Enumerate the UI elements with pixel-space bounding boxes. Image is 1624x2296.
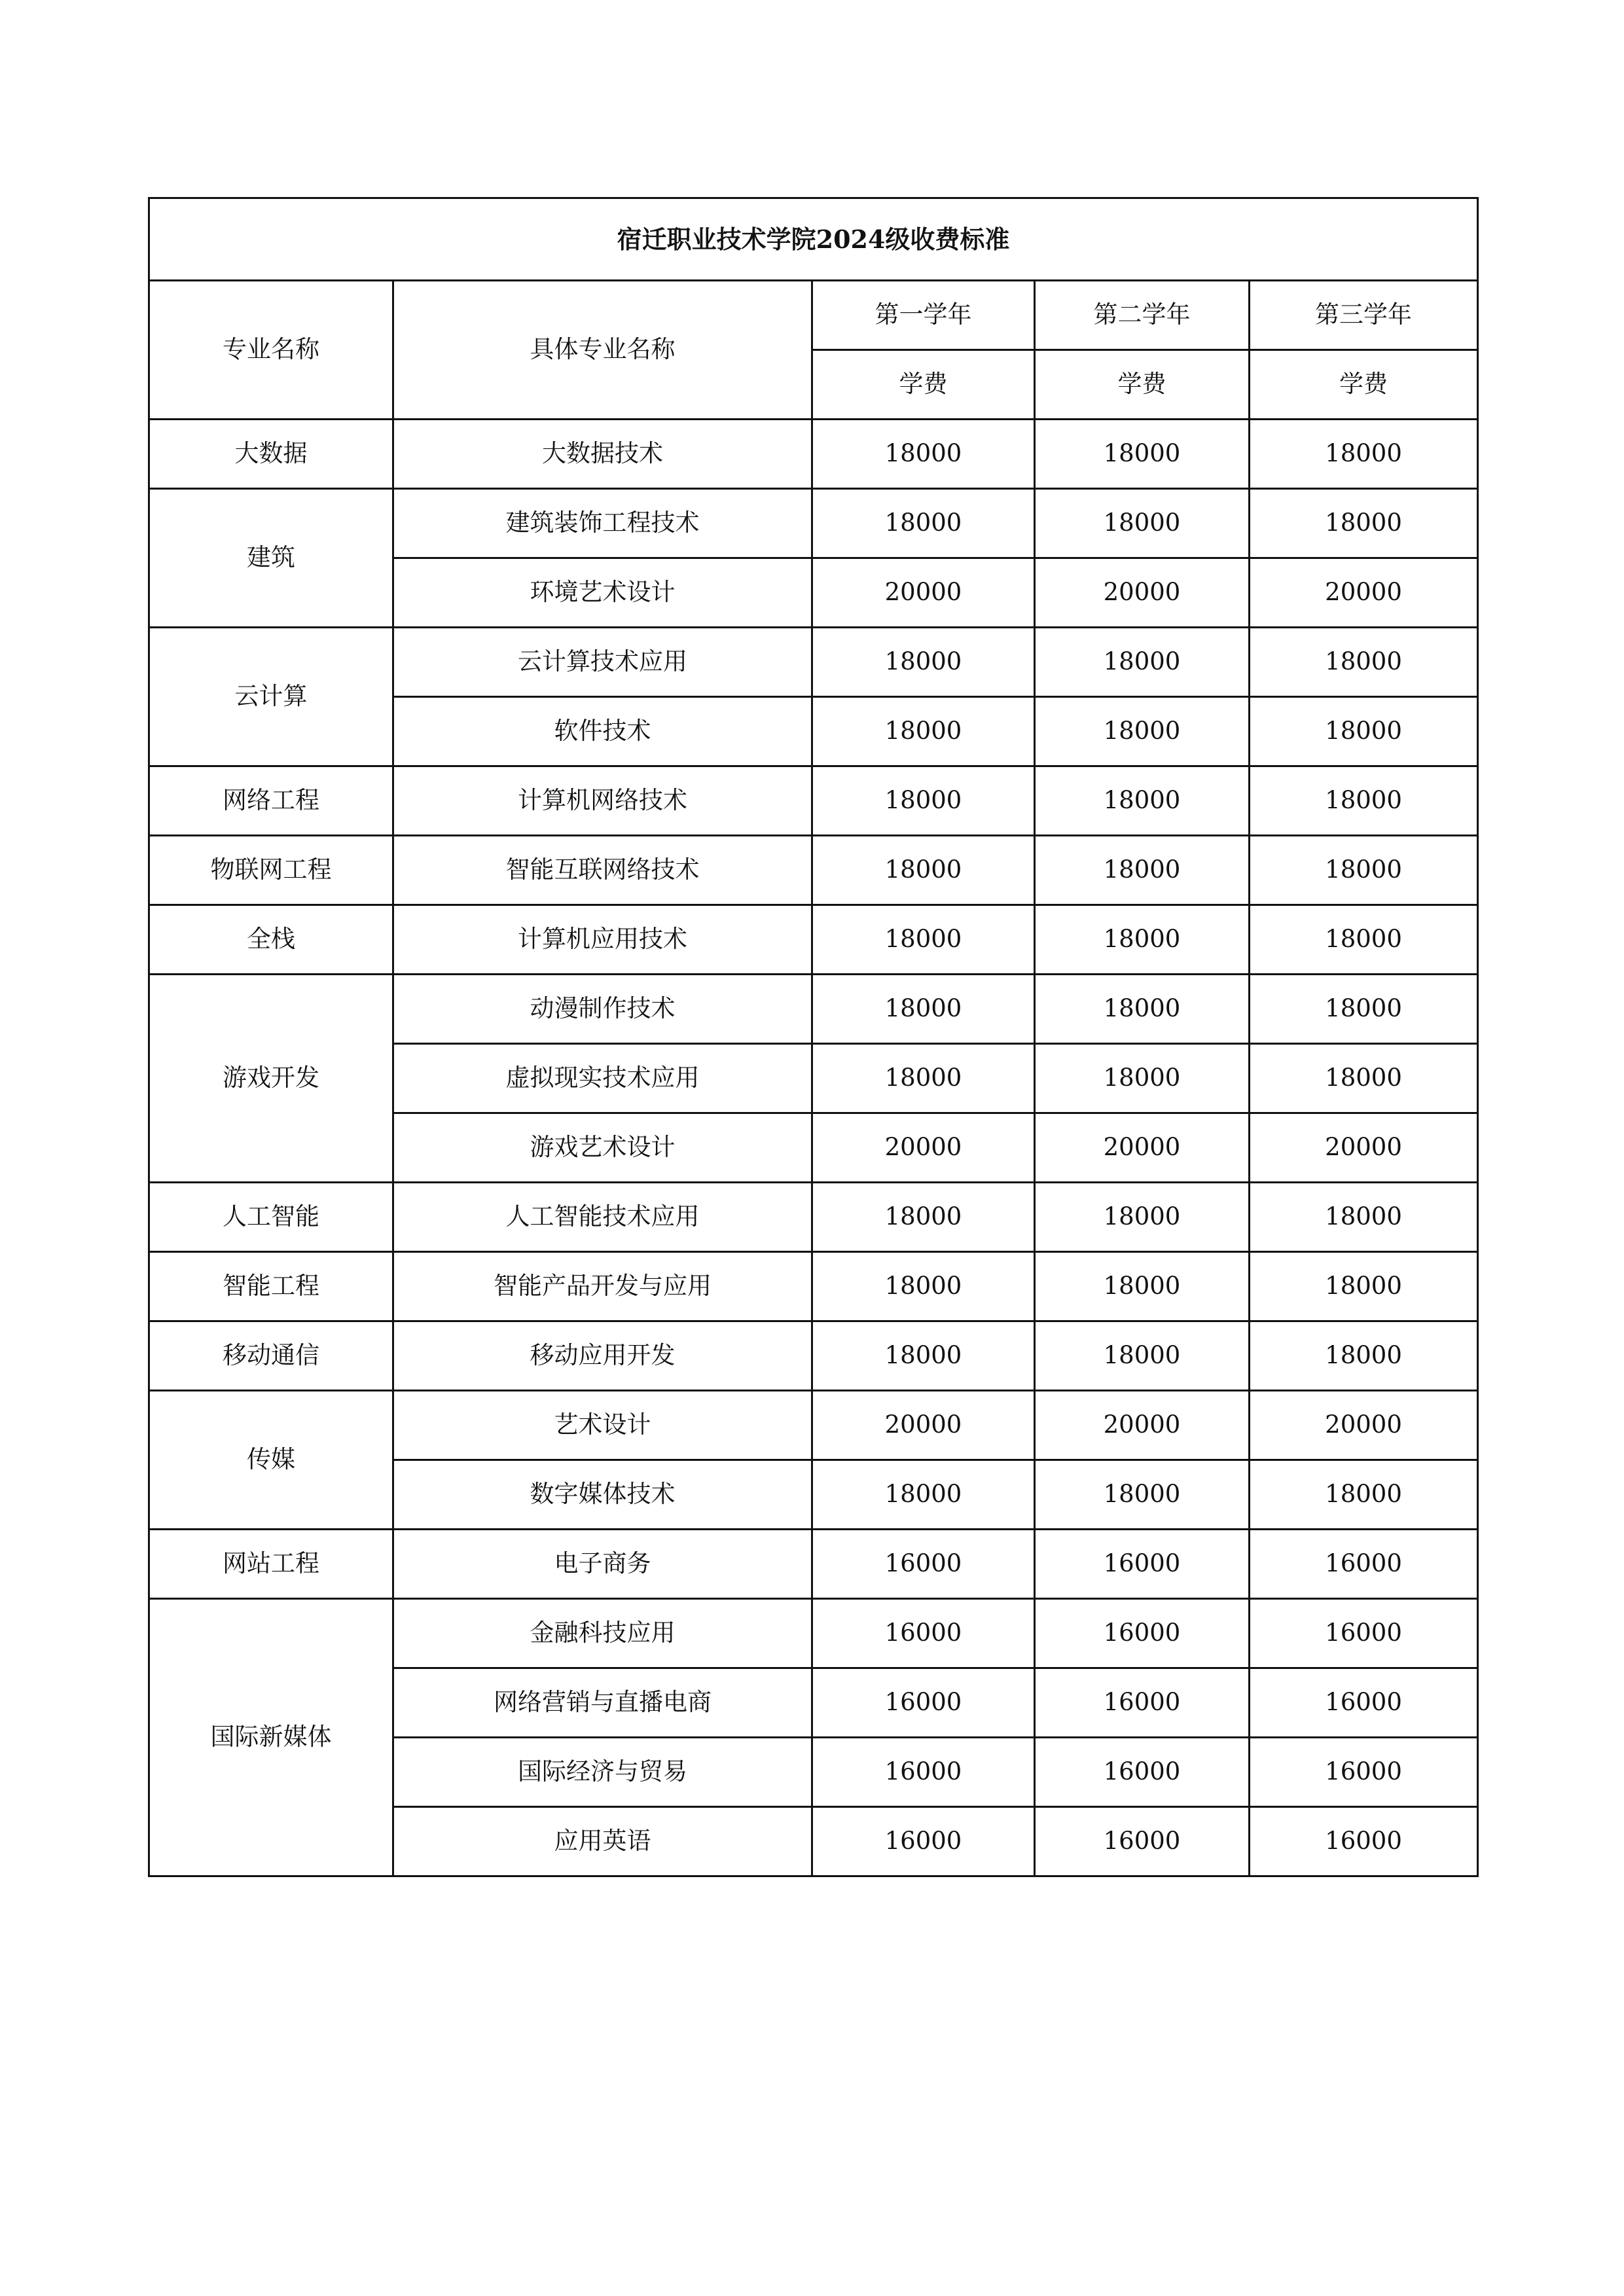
fee-cell-year-2: 18000 <box>1035 1460 1250 1530</box>
fee-cell-year-2: 16000 <box>1035 1807 1250 1876</box>
table-row <box>149 1183 1478 1252</box>
fee-cell-year-2: 16000 <box>1035 1599 1250 1668</box>
specific-major-cell: 金融科技应用 <box>393 1599 812 1668</box>
fee-cell-year-1: 18000 <box>812 628 1035 697</box>
fee-cell-year-2: 16000 <box>1035 1738 1250 1807</box>
major-cell: 移动通信 <box>149 1321 393 1391</box>
fee-cell-year-3: 18000 <box>1250 1044 1478 1113</box>
fee-cell-year-2: 20000 <box>1035 1391 1250 1460</box>
header-row-years <box>149 281 1478 350</box>
header-year-2: 第二学年 <box>1035 281 1250 350</box>
specific-major-cell: 艺术设计 <box>393 1391 812 1460</box>
fee-cell-year-1: 16000 <box>812 1668 1035 1738</box>
fee-cell-year-2: 18000 <box>1035 1321 1250 1391</box>
major-cell: 人工智能 <box>149 1183 393 1252</box>
fee-cell-year-3: 20000 <box>1250 1391 1478 1460</box>
fee-cell-year-1: 18000 <box>812 1460 1035 1530</box>
fee-cell-year-2: 18000 <box>1035 1252 1250 1321</box>
fee-cell-year-1: 20000 <box>812 1113 1035 1183</box>
header-fee-year-1: 学费 <box>812 350 1035 420</box>
table-row <box>149 1530 1478 1599</box>
table-row <box>149 1321 1478 1391</box>
specific-major-cell: 动漫制作技术 <box>393 975 812 1044</box>
fee-cell-year-1: 18000 <box>812 905 1035 975</box>
specific-major-cell: 建筑装饰工程技术 <box>393 489 812 558</box>
fee-table-body <box>149 198 1478 1876</box>
fee-cell-year-3: 18000 <box>1250 489 1478 558</box>
header-major: 专业名称 <box>149 281 393 420</box>
major-cell: 传媒 <box>149 1391 393 1530</box>
major-cell: 云计算 <box>149 628 393 766</box>
table-row <box>149 766 1478 836</box>
table-row <box>149 836 1478 905</box>
fee-cell-year-3: 18000 <box>1250 628 1478 697</box>
major-cell: 网络工程 <box>149 766 393 836</box>
fee-cell-year-3: 20000 <box>1250 1113 1478 1183</box>
fee-cell-year-3: 18000 <box>1250 1321 1478 1391</box>
table-row <box>149 975 1478 1044</box>
table-row <box>149 1599 1478 1668</box>
header-fee-year-3: 学费 <box>1250 350 1478 420</box>
fee-cell-year-2: 18000 <box>1035 975 1250 1044</box>
fee-cell-year-2: 20000 <box>1035 558 1250 628</box>
fee-cell-year-3: 20000 <box>1250 558 1478 628</box>
fee-cell-year-3: 18000 <box>1250 1183 1478 1252</box>
fee-cell-year-1: 18000 <box>812 420 1035 489</box>
fee-cell-year-1: 16000 <box>812 1807 1035 1876</box>
specific-major-cell: 环境艺术设计 <box>393 558 812 628</box>
specific-major-cell: 数字媒体技术 <box>393 1460 812 1530</box>
fee-cell-year-1: 16000 <box>812 1530 1035 1599</box>
fee-cell-year-2: 16000 <box>1035 1668 1250 1738</box>
header-year-1: 第一学年 <box>812 281 1035 350</box>
table-row <box>149 628 1478 697</box>
specific-major-cell: 国际经济与贸易 <box>393 1738 812 1807</box>
specific-major-cell: 应用英语 <box>393 1807 812 1876</box>
major-cell: 大数据 <box>149 420 393 489</box>
fee-cell-year-2: 18000 <box>1035 1183 1250 1252</box>
fee-cell-year-3: 16000 <box>1250 1807 1478 1876</box>
specific-major-cell: 虚拟现实技术应用 <box>393 1044 812 1113</box>
specific-major-cell: 计算机网络技术 <box>393 766 812 836</box>
specific-major-cell: 游戏艺术设计 <box>393 1113 812 1183</box>
fee-cell-year-3: 18000 <box>1250 905 1478 975</box>
fee-cell-year-2: 18000 <box>1035 420 1250 489</box>
fee-cell-year-3: 18000 <box>1250 766 1478 836</box>
fee-cell-year-1: 18000 <box>812 1252 1035 1321</box>
table-row <box>149 489 1478 558</box>
specific-major-cell: 智能产品开发与应用 <box>393 1252 812 1321</box>
table-row <box>149 905 1478 975</box>
fee-cell-year-1: 16000 <box>812 1738 1035 1807</box>
fee-cell-year-1: 20000 <box>812 558 1035 628</box>
major-cell: 全栈 <box>149 905 393 975</box>
fee-cell-year-1: 18000 <box>812 489 1035 558</box>
fee-cell-year-2: 18000 <box>1035 1044 1250 1113</box>
major-cell: 物联网工程 <box>149 836 393 905</box>
fee-cell-year-1: 18000 <box>812 697 1035 766</box>
fee-cell-year-3: 16000 <box>1250 1738 1478 1807</box>
major-cell: 游戏开发 <box>149 975 393 1183</box>
fee-cell-year-2: 16000 <box>1035 1530 1250 1599</box>
fee-cell-year-2: 18000 <box>1035 489 1250 558</box>
fee-cell-year-2: 18000 <box>1035 628 1250 697</box>
fee-cell-year-2: 18000 <box>1035 905 1250 975</box>
specific-major-cell: 移动应用开发 <box>393 1321 812 1391</box>
title-row <box>149 198 1478 281</box>
table-row <box>149 1391 1478 1460</box>
specific-major-cell: 大数据技术 <box>393 420 812 489</box>
fee-cell-year-3: 18000 <box>1250 975 1478 1044</box>
major-cell: 网站工程 <box>149 1530 393 1599</box>
fee-cell-year-3: 18000 <box>1250 836 1478 905</box>
fee-cell-year-2: 18000 <box>1035 766 1250 836</box>
fee-standard-table <box>148 197 1479 1877</box>
table-row <box>149 420 1478 489</box>
specific-major-cell: 云计算技术应用 <box>393 628 812 697</box>
fee-cell-year-2: 20000 <box>1035 1113 1250 1183</box>
major-cell: 智能工程 <box>149 1252 393 1321</box>
fee-cell-year-3: 18000 <box>1250 1460 1478 1530</box>
specific-major-cell: 软件技术 <box>393 697 812 766</box>
specific-major-cell: 电子商务 <box>393 1530 812 1599</box>
fee-cell-year-1: 16000 <box>812 1599 1035 1668</box>
fee-cell-year-1: 18000 <box>812 1183 1035 1252</box>
fee-cell-year-3: 18000 <box>1250 420 1478 489</box>
specific-major-cell: 智能互联网络技术 <box>393 836 812 905</box>
fee-cell-year-3: 16000 <box>1250 1599 1478 1668</box>
fee-cell-year-3: 18000 <box>1250 1252 1478 1321</box>
fee-cell-year-2: 18000 <box>1035 836 1250 905</box>
header-specific-major: 具体专业名称 <box>393 281 812 420</box>
specific-major-cell: 计算机应用技术 <box>393 905 812 975</box>
specific-major-cell: 网络营销与直播电商 <box>393 1668 812 1738</box>
fee-cell-year-1: 18000 <box>812 766 1035 836</box>
specific-major-cell: 人工智能技术应用 <box>393 1183 812 1252</box>
header-fee-year-2: 学费 <box>1035 350 1250 420</box>
fee-cell-year-3: 16000 <box>1250 1668 1478 1738</box>
major-cell: 国际新媒体 <box>149 1599 393 1876</box>
table-row <box>149 1252 1478 1321</box>
fee-cell-year-3: 16000 <box>1250 1530 1478 1599</box>
fee-cell-year-1: 20000 <box>812 1391 1035 1460</box>
major-cell: 建筑 <box>149 489 393 628</box>
fee-cell-year-1: 18000 <box>812 836 1035 905</box>
fee-cell-year-1: 18000 <box>812 975 1035 1044</box>
table-title: 宿迁职业技术学院2024级收费标准 <box>149 198 1478 281</box>
fee-cell-year-1: 18000 <box>812 1044 1035 1113</box>
fee-cell-year-2: 18000 <box>1035 697 1250 766</box>
fee-cell-year-1: 18000 <box>812 1321 1035 1391</box>
fee-cell-year-3: 18000 <box>1250 697 1478 766</box>
header-year-3: 第三学年 <box>1250 281 1478 350</box>
